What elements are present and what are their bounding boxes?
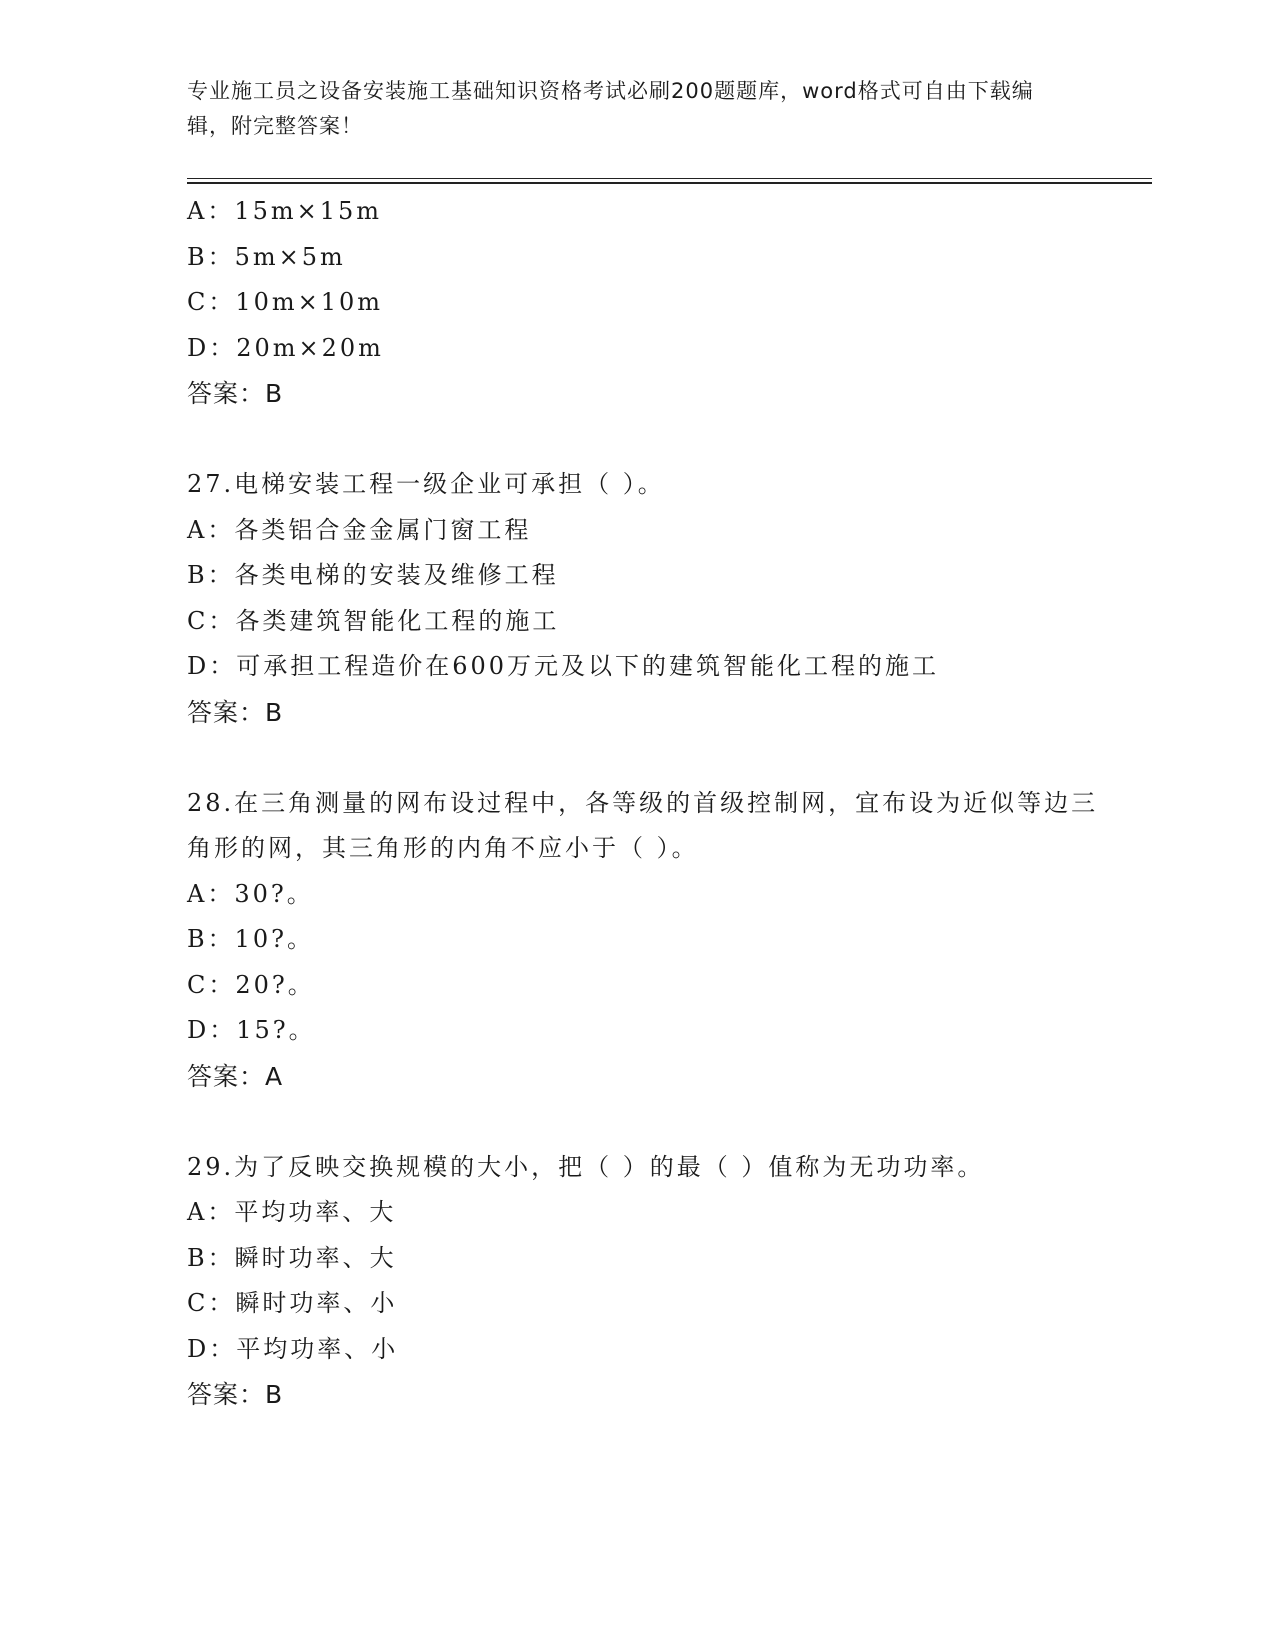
answer: 答案：B	[187, 379, 284, 408]
document-header: 专业施工员之设备安装施工基础知识资格考试必刷200题题库，word格式可自由下载编辑，附完整答案！	[187, 79, 1034, 138]
divider-line-top	[187, 178, 1152, 179]
question-text: 28.在三角测量的网布设过程中，各等级的首级控制网，宜布设为近似等边三角形的网，其三角形的内角不应小于（ ）。	[187, 788, 1099, 862]
spacer	[187, 417, 1107, 463]
option-b: B：瞬时功率、大	[187, 1243, 397, 1272]
question-28	[187, 781, 1107, 1100]
divider-line-bottom	[187, 182, 1152, 184]
option-b: B：5m×5m	[187, 242, 346, 271]
option-d: D：20m×20m	[187, 333, 384, 362]
option-c: C：10m×10m	[187, 288, 384, 316]
question-29	[187, 1145, 1107, 1418]
option-d: D：可承担工程造价在600万元及以下的建筑智能化工程的施工	[187, 652, 940, 680]
question-list	[187, 189, 1107, 1418]
option-d: D：平均功率、小	[187, 1334, 399, 1363]
answer: 答案：B	[187, 1380, 284, 1409]
option-a: A：平均功率、大	[187, 1198, 397, 1226]
answer: 答案：B	[187, 697, 284, 727]
option-b: B：各类电梯的安装及维修工程	[187, 561, 559, 589]
answer: 答案：A	[187, 1061, 284, 1091]
option-c: C：各类建筑智能化工程的施工	[187, 606, 560, 635]
question-26	[187, 189, 1107, 417]
option-a: A：30?。	[187, 879, 314, 908]
question-27	[187, 462, 1107, 735]
option-a: A：各类铝合金金属门窗工程	[187, 515, 532, 544]
option-c: C：20?。	[187, 970, 315, 999]
option-b: B：10?。	[187, 925, 315, 953]
option-c: C：瞬时功率、小	[187, 1289, 398, 1317]
question-text: 29.为了反映交换规模的大小，把（ ）的最（ ）值称为无功功率。	[187, 1152, 985, 1181]
spacer	[187, 735, 1107, 781]
option-a: A：15m×15m	[187, 197, 383, 225]
option-d: D：15?。	[187, 1016, 316, 1044]
spacer	[187, 1099, 1107, 1145]
question-text: 27.电梯安装工程一级企业可承担（ ）。	[187, 470, 665, 498]
